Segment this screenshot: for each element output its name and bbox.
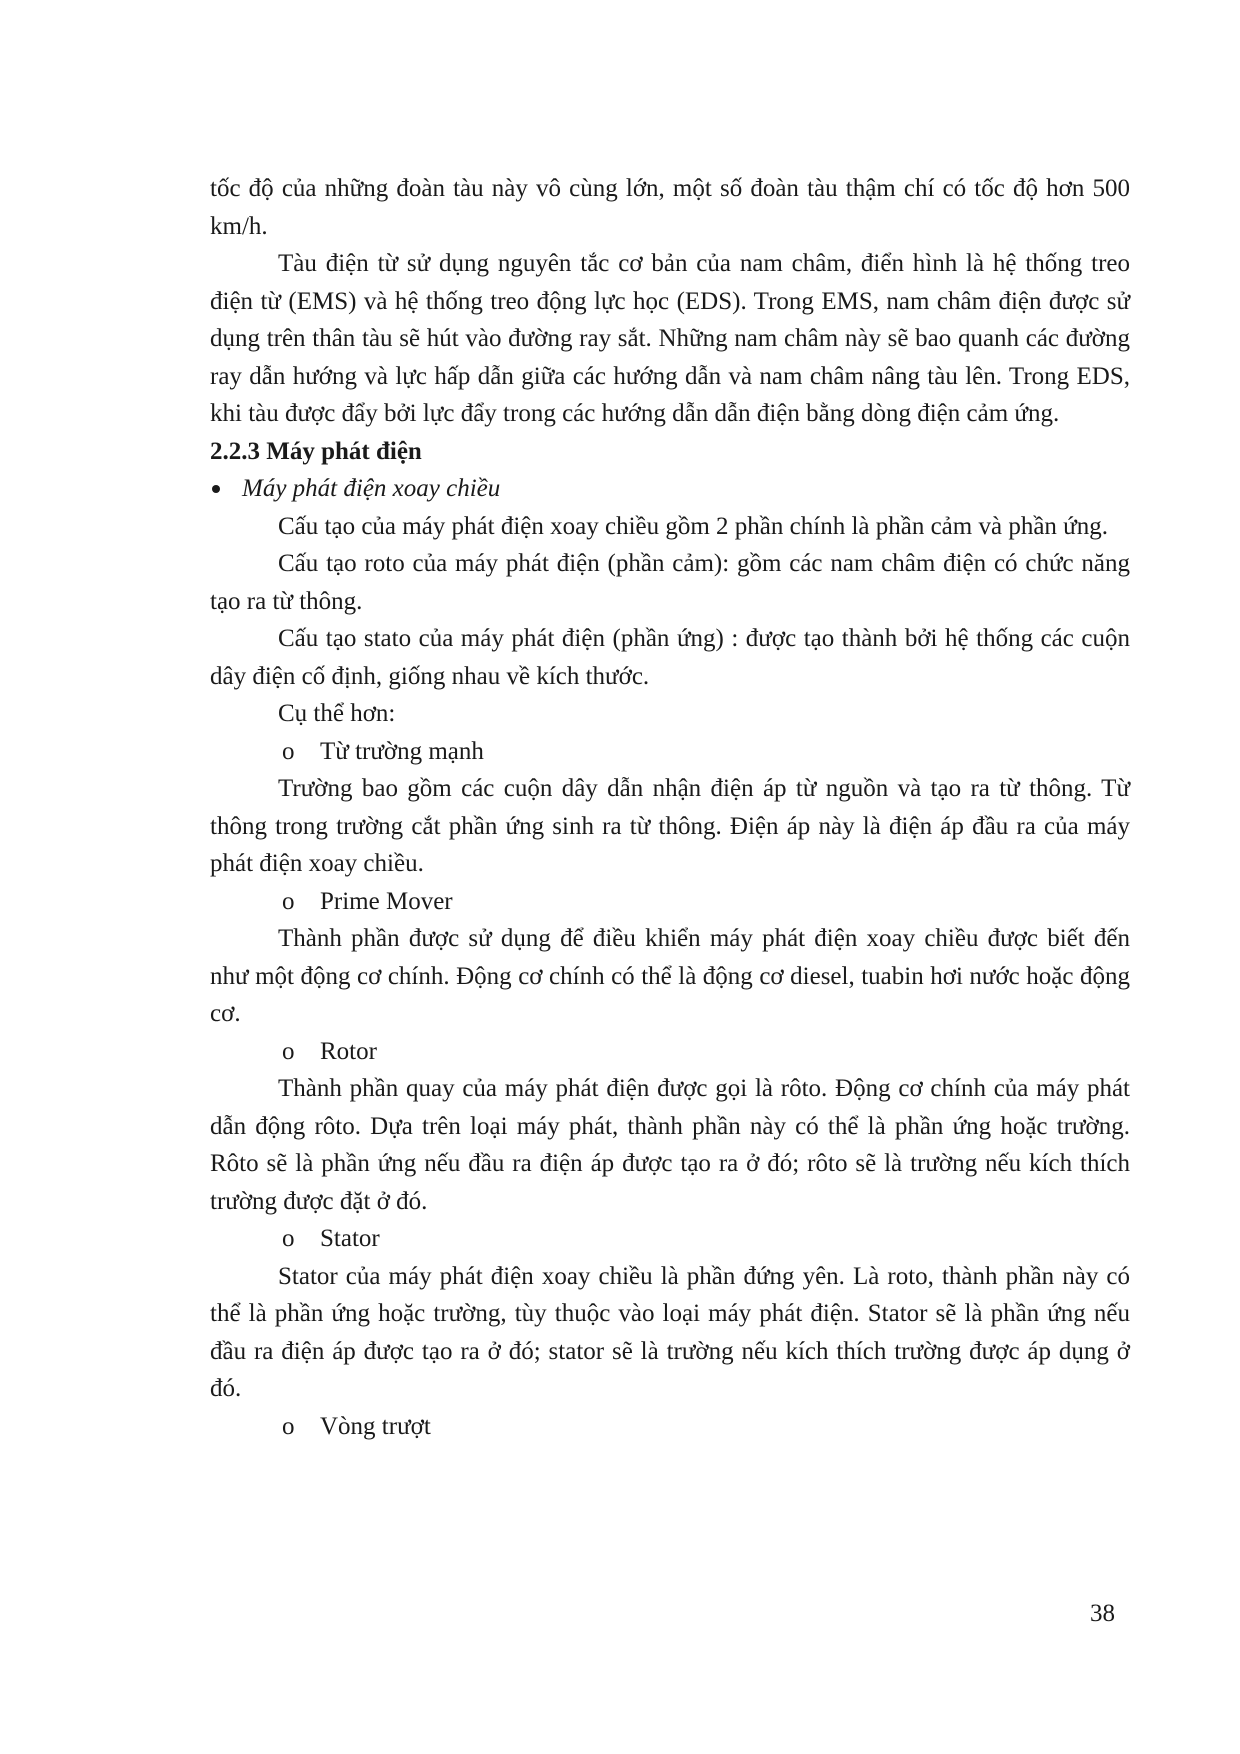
page-number: 38 — [1090, 1600, 1115, 1627]
paragraph-5: Cấu tạo stato của máy phát điện (phần ứng) : được tạo thành bởi hệ thống các cuộn dây điện cố định, giống nhau về kích thước. — [210, 625, 1130, 690]
sub-item-label: Từ trường mạnh — [320, 737, 484, 765]
sub-item-label: Stator — [320, 1225, 380, 1252]
sub-item-5 — [210, 1408, 1130, 1446]
sub-item-4 — [210, 1220, 1130, 1258]
sub-item-label: Rotor — [320, 1037, 377, 1065]
paragraph-8: Thành phần được sử dụng để điều khiển máy phát điện xoay chiều được biết đến như một động cơ chính. Động cơ chính có thể là động cơ diesel, tuabin hơi nước hoặc động cơ. — [210, 925, 1130, 1027]
bullet-item — [210, 470, 1130, 508]
sub-item-2 — [210, 883, 1130, 921]
paragraph-6: Cụ thể hơn: — [278, 700, 396, 727]
circle-bullet-icon: o — [282, 1412, 295, 1440]
circle-bullet-icon: o — [282, 1225, 295, 1252]
paragraph-9: Thành phần quay của máy phát điện được gọi là rôto. Động cơ chính của máy phát dẫn động rôto. Dựa trên loại máy phát, thành phần này có thể là phần ứng hoặc trường. Rôto sẽ là phần ứng nếu đầu ra điện áp được tạo ra ở đó; rôto sẽ là trường nếu kích thích trường được đặt ở đó. — [210, 1075, 1130, 1215]
sub-item-label: Prime Mover — [320, 887, 453, 915]
sub-item-1 — [210, 733, 1130, 771]
section-heading: 2.2.3 Máy phát điện — [210, 437, 422, 465]
bullet-dot-icon — [212, 485, 220, 493]
circle-bullet-icon: o — [282, 887, 295, 915]
paragraph-1: tốc độ của những đoàn tàu này vô cùng lớn, một số đoàn tàu thậm chí có tốc độ hơn 500 km/h. — [210, 175, 1130, 240]
paragraph-4: Cấu tạo roto của máy phát điện (phần cảm): gồm các nam châm điện có chức năng tạo ra từ thông. — [210, 550, 1130, 615]
paragraph-10: Stator của máy phát điện xoay chiều là phần đứng yên. Là roto, thành phần này có thể là phần ứng hoặc trường, tùy thuộc vào loại máy phát điện. Stator sẽ là phần ứng nếu đầu ra điện áp được tạo ra ở đó; stator sẽ là trường nếu kích thích trường được áp dụng ở đó. — [210, 1262, 1130, 1402]
sub-item-label: Vòng trượt — [320, 1412, 431, 1440]
bullet-item-label: Máy phát điện xoay chiều — [242, 475, 501, 502]
sub-item-3 — [210, 1033, 1130, 1071]
paragraph-7: Trường bao gồm các cuộn dây dẫn nhận điện áp từ nguồn và tạo ra từ thông. Từ thông trong trường cắt phần ứng sinh ra từ thông. Điện áp này là điện áp đầu ra của máy phát điện xoay chiều. — [210, 775, 1130, 877]
paragraph-3: Cấu tạo của máy phát điện xoay chiều gồm 2 phần chính là phần cảm và phần ứng. — [278, 512, 1108, 540]
paragraph-2: Tàu điện từ sử dụng nguyên tắc cơ bản của nam châm, điển hình là hệ thống treo điện từ (EMS) và hệ thống treo động lực học (EDS). Trong EMS, nam châm điện được sử dụng trên thân tàu sẽ hút vào đường ray sắt. Những nam châm này sẽ bao quanh các đường ray dẫn hướng và lực hấp dẫn giữa các hướng dẫn và nam châm nâng tàu lên. Trong EDS, khi tàu được đẩy bởi lực đẩy trong các hướng dẫn dẫn điện bằng dòng điện cảm ứng. — [210, 250, 1130, 427]
circle-bullet-icon: o — [282, 1037, 295, 1065]
document-page — [210, 170, 1130, 1445]
circle-bullet-icon: o — [282, 737, 295, 765]
